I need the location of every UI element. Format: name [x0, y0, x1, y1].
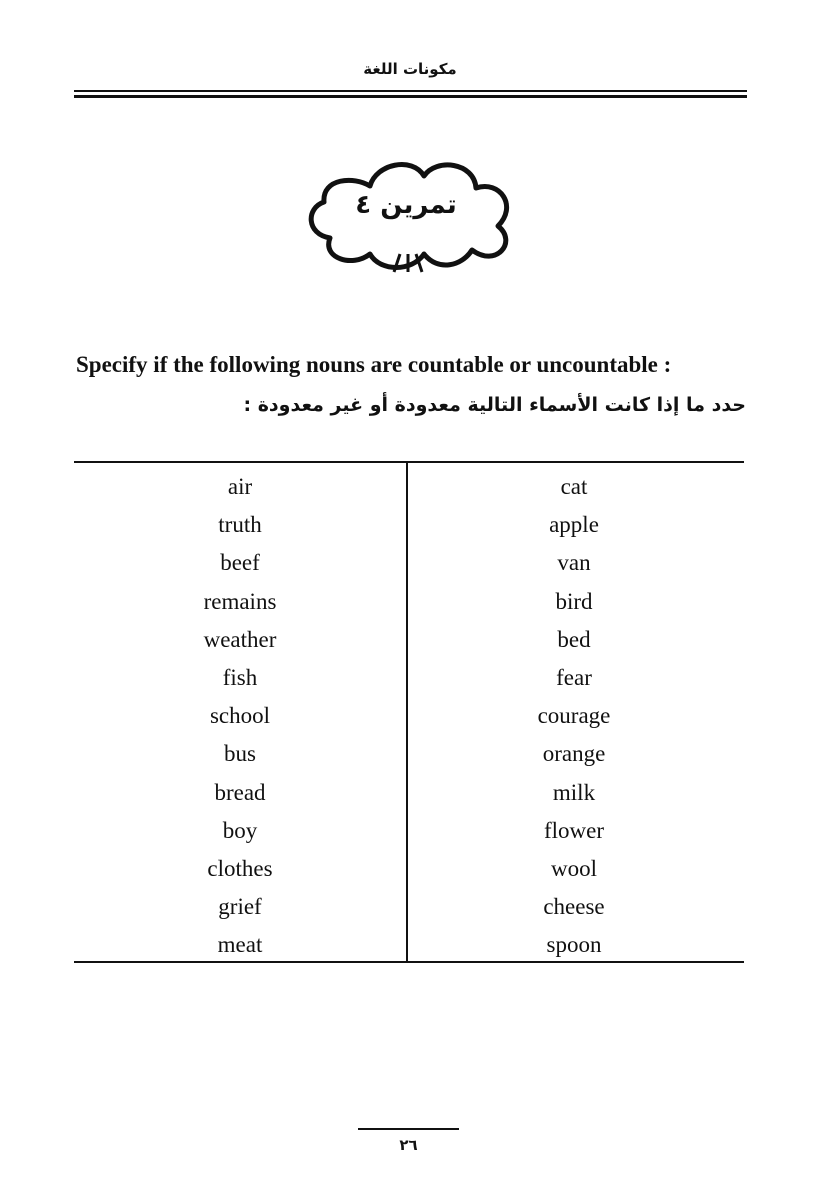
- noun-cell: boy: [222, 817, 258, 843]
- noun-cell: flower: [543, 817, 605, 843]
- header-rule-thick: [74, 95, 747, 98]
- noun-cell: cheese: [543, 894, 605, 920]
- noun-cell: beef: [220, 550, 260, 576]
- noun-cell: milk: [552, 779, 596, 805]
- noun-cell: orange: [542, 741, 606, 767]
- noun-cell: spoon: [546, 932, 602, 958]
- nouns-table: [74, 461, 744, 963]
- noun-cell: courage: [537, 703, 611, 729]
- nouns-column-right: [408, 471, 740, 967]
- noun-cell: fish: [222, 664, 258, 690]
- footer-rule: [358, 1128, 459, 1130]
- noun-cell: remains: [203, 588, 277, 614]
- noun-cell: truth: [218, 512, 262, 538]
- noun-cell: grief: [218, 894, 262, 920]
- noun-cell: school: [209, 703, 271, 729]
- noun-cell: bus: [224, 741, 256, 767]
- noun-cell: air: [227, 474, 253, 499]
- noun-cell: wool: [551, 855, 597, 881]
- noun-cell: clothes: [207, 855, 273, 881]
- noun-cell: apple: [549, 512, 599, 538]
- instruction-english: Specify if the following nouns are countable or uncountable :: [76, 352, 672, 377]
- nouns-column-left: [74, 471, 406, 967]
- noun-cell: meat: [217, 932, 263, 958]
- instruction-arabic: حدد ما إذا كانت الأسماء التالية معدودة أو غير معدودة :: [243, 394, 746, 416]
- noun-cell: cat: [560, 474, 588, 499]
- table-top-rule: [74, 461, 744, 463]
- noun-cell: bird: [555, 588, 593, 614]
- noun-cell: bed: [557, 626, 591, 652]
- noun-cell: bread: [214, 779, 266, 805]
- noun-cell: van: [557, 550, 591, 576]
- running-header-title: مكونات اللغة: [363, 60, 457, 78]
- page-number: ٢٦: [399, 1136, 418, 1154]
- noun-cell: weather: [203, 626, 277, 652]
- header-rule-thin: [74, 90, 747, 92]
- exercise-title: تمرين ٤: [355, 190, 457, 220]
- noun-cell: fear: [556, 664, 592, 690]
